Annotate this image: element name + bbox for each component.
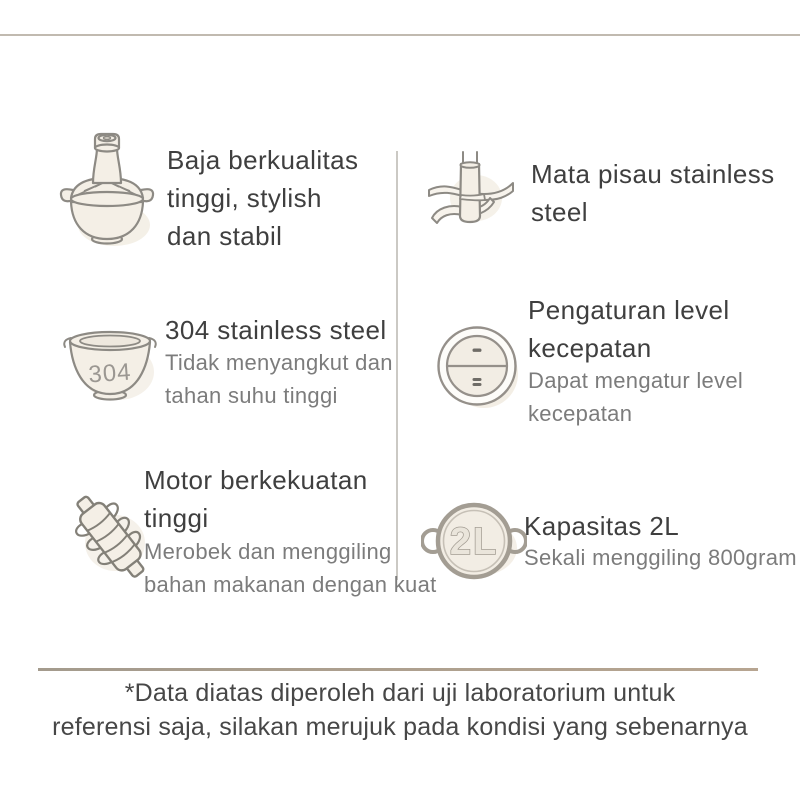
feature-title-line: Mata pisau stainless xyxy=(531,159,775,189)
meat-grinder-icon xyxy=(50,128,164,252)
feature-title xyxy=(531,155,775,231)
feature-title xyxy=(524,507,679,545)
feature-title-line: Kapasitas 2L xyxy=(524,511,680,541)
feature-title-line: tinggi, stylish xyxy=(167,183,322,213)
feature-title-line: kecepatan xyxy=(528,333,652,363)
bowl-304-icon xyxy=(58,324,162,410)
blade-icon xyxy=(424,150,516,238)
feature-title xyxy=(528,291,730,367)
feature-desc-line: tahan suhu tinggi xyxy=(165,383,338,408)
feature-desc-line: Sekali menggiling 800gram xyxy=(524,545,797,570)
bowl-304-label: 304 xyxy=(87,358,133,389)
footnote-line: *Data diatas diperoleh dari uji laboratorium untuk xyxy=(124,679,676,707)
feature-title xyxy=(144,461,368,537)
bottom-rule xyxy=(38,668,758,671)
feature-desc-line: Tidak menyangkut dan xyxy=(165,350,393,375)
footnote-line: referensi saja, silakan merujuk pada kondisi yang sebenarnya xyxy=(52,713,748,741)
feature-title-line: Motor berkekuatan xyxy=(144,465,368,495)
feature-desc-line: Dapat mengatur level xyxy=(528,368,744,393)
feature-desc xyxy=(165,346,393,412)
feature-title-line: tinggi xyxy=(144,503,209,533)
feature-desc xyxy=(524,541,797,574)
feature-desc-line: Merobek dan menggiling xyxy=(144,539,392,564)
speed-dial-icon xyxy=(434,322,522,414)
feature-title xyxy=(165,311,387,349)
feature-title-line: dan stabil xyxy=(167,221,283,251)
feature-title-line: Baja berkualitas xyxy=(167,145,359,175)
feature-title-line: 304 stainless steel xyxy=(165,315,387,345)
top-rule xyxy=(0,34,800,36)
motor-icon xyxy=(70,488,150,586)
feature-desc-line: bahan makanan dengan kuat xyxy=(144,572,437,597)
pot-2l-icon xyxy=(421,501,527,585)
feature-desc-line: kecepatan xyxy=(528,401,633,426)
feature-title-line: steel xyxy=(531,197,588,227)
footnote xyxy=(0,676,800,744)
feature-title xyxy=(167,141,358,255)
column-divider xyxy=(396,151,398,580)
feature-desc xyxy=(528,364,743,430)
feature-title-line: Pengaturan level xyxy=(528,295,730,325)
feature-desc xyxy=(144,535,437,601)
pot-2l-label: 2L xyxy=(449,521,499,563)
